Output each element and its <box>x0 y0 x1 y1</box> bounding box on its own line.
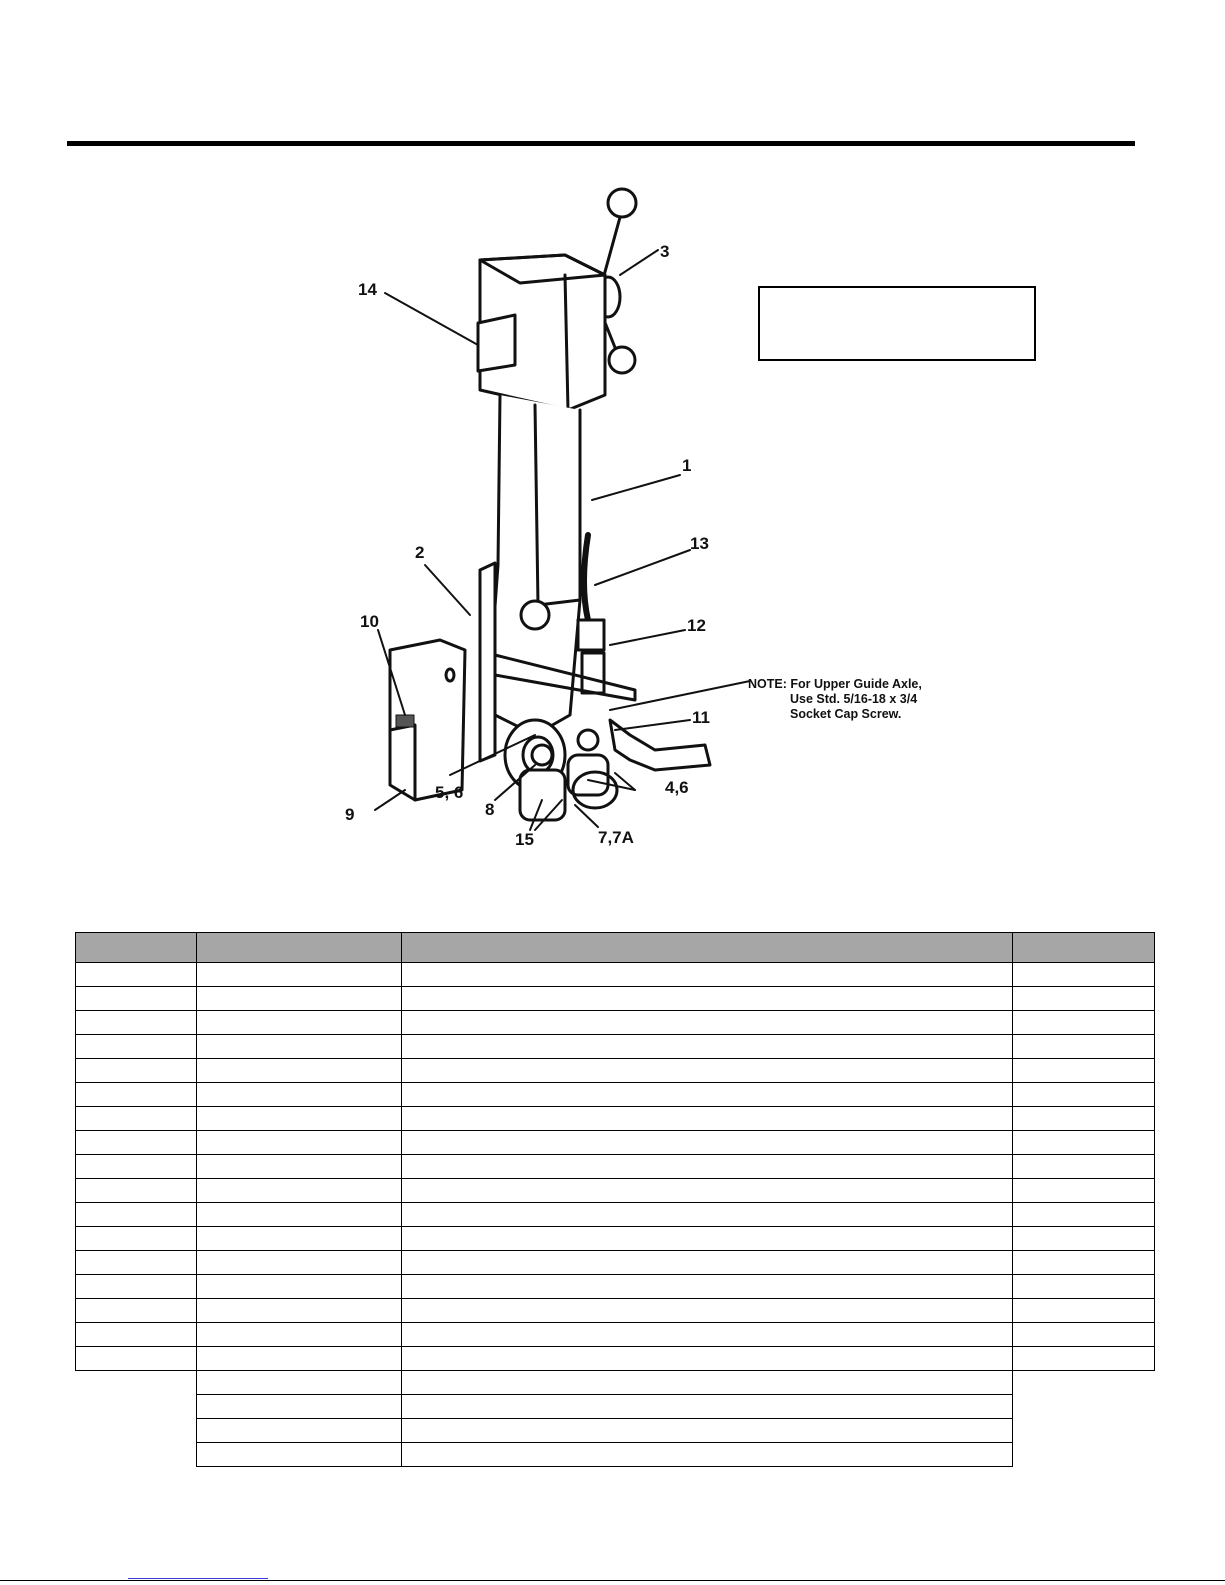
table-cell <box>402 1083 1013 1107</box>
table-cell <box>1013 1059 1155 1083</box>
guide-assembly-diagram <box>330 175 930 865</box>
leader-12 <box>610 630 685 645</box>
table-cell <box>76 1323 197 1347</box>
footer-rule <box>0 1580 1225 1581</box>
callout-9: 9 <box>345 805 355 824</box>
table-row <box>76 1347 1155 1371</box>
table-row <box>76 1083 1155 1107</box>
table-row <box>76 1011 1155 1035</box>
table-cell <box>402 1371 1013 1395</box>
table-cell <box>197 1107 402 1131</box>
table-cell <box>76 1107 197 1131</box>
table-cell <box>402 1059 1013 1083</box>
table-cell <box>76 1083 197 1107</box>
table-cell <box>402 1323 1013 1347</box>
table-row <box>76 987 1155 1011</box>
handle-knob-bottom <box>609 347 635 373</box>
table-cell <box>197 1131 402 1155</box>
insert-teeth <box>396 715 414 727</box>
table-cell <box>1013 1419 1155 1443</box>
header-cell <box>402 933 1013 963</box>
parts-table-body <box>76 963 1155 1467</box>
header-cell <box>76 933 197 963</box>
table-cell <box>76 1011 197 1035</box>
table-cell <box>76 1395 197 1419</box>
table-cell <box>1013 987 1155 1011</box>
note-line-1: NOTE: For Upper Guide Axle, <box>748 677 922 691</box>
header-cell <box>197 933 402 963</box>
table-cell <box>197 1227 402 1251</box>
callout-13: 13 <box>690 534 709 553</box>
table-cell <box>1013 1347 1155 1371</box>
table-cell <box>402 1443 1013 1467</box>
callout-10: 10 <box>360 612 379 631</box>
table-cell <box>402 987 1013 1011</box>
table-cell <box>1013 1251 1155 1275</box>
fitting-lower <box>582 653 604 693</box>
table-cell <box>402 1275 1013 1299</box>
table-cell <box>76 1227 197 1251</box>
table-cell <box>402 1035 1013 1059</box>
note-line-3: Socket Cap Screw. <box>790 707 902 721</box>
callout-5-6: 5, 6 <box>435 783 464 802</box>
table-row <box>76 1203 1155 1227</box>
roller-left <box>520 770 565 820</box>
table-cell <box>197 1251 402 1275</box>
leader-3 <box>620 250 658 275</box>
callout-3: 3 <box>660 242 670 261</box>
blank-label-box <box>758 286 1036 361</box>
table-row <box>76 1035 1155 1059</box>
table-cell <box>402 1299 1013 1323</box>
callout-15: 15 <box>515 830 534 849</box>
table-row <box>76 1179 1155 1203</box>
callout-1: 1 <box>682 456 692 475</box>
table-cell <box>76 1275 197 1299</box>
table-cell <box>1013 1227 1155 1251</box>
leader-1 <box>592 475 680 500</box>
callout-12: 12 <box>687 616 706 635</box>
coolant-nozzle <box>610 720 710 770</box>
table-cell <box>76 1179 197 1203</box>
callout-14: 14 <box>358 280 377 299</box>
table-cell <box>1013 1035 1155 1059</box>
top-rule <box>67 141 1135 146</box>
table-cell <box>402 1131 1013 1155</box>
handle-knob-top <box>608 189 636 217</box>
callout-11: 11 <box>692 708 710 727</box>
callout-2: 2 <box>415 543 425 562</box>
table-cell <box>197 987 402 1011</box>
axle-note <box>748 677 922 722</box>
table-cell <box>76 1035 197 1059</box>
table-cell <box>1013 1371 1155 1395</box>
table-cell <box>1013 1155 1155 1179</box>
table-cell <box>402 1107 1013 1131</box>
table-row <box>76 1419 1155 1443</box>
table-row <box>76 963 1155 987</box>
table-cell <box>1013 963 1155 987</box>
table-cell <box>1013 1107 1155 1131</box>
table-cell <box>402 1155 1013 1179</box>
table-cell <box>197 1203 402 1227</box>
table-cell <box>76 1059 197 1083</box>
table-cell <box>76 1131 197 1155</box>
table-cell <box>197 1059 402 1083</box>
table-cell <box>76 1251 197 1275</box>
wear-pad <box>478 315 515 371</box>
table-cell <box>402 1251 1013 1275</box>
table-cell <box>402 963 1013 987</box>
parts-table <box>75 932 1155 1467</box>
table-cell <box>197 1371 402 1395</box>
table-row <box>76 1395 1155 1419</box>
table-cell <box>197 1395 402 1419</box>
table-cell <box>197 1179 402 1203</box>
table-row <box>76 1443 1155 1467</box>
table-cell <box>197 1083 402 1107</box>
table-cell <box>197 1443 402 1467</box>
fitting-upper <box>578 620 604 650</box>
table-cell <box>197 1275 402 1299</box>
table-cell <box>76 1155 197 1179</box>
table-row <box>76 1107 1155 1131</box>
table-cell <box>197 1011 402 1035</box>
table-cell <box>197 1299 402 1323</box>
table-cell <box>76 963 197 987</box>
table-cell <box>402 1395 1013 1419</box>
table-cell <box>197 1347 402 1371</box>
parts-table-header <box>76 933 1155 963</box>
table-cell <box>76 1371 197 1395</box>
table-cell <box>1013 1179 1155 1203</box>
table-row <box>76 1299 1155 1323</box>
bolt-head <box>521 601 549 629</box>
table-cell <box>1013 1011 1155 1035</box>
leader-14 <box>385 293 478 345</box>
table-row <box>76 1227 1155 1251</box>
table-cell <box>1013 1299 1155 1323</box>
leader-2 <box>425 565 470 615</box>
side-plate <box>480 563 495 761</box>
table-cell <box>402 1203 1013 1227</box>
table-row <box>76 1251 1155 1275</box>
leader-note <box>610 681 750 710</box>
table-cell <box>402 1347 1013 1371</box>
table-cell <box>76 1299 197 1323</box>
table-row <box>76 1059 1155 1083</box>
note-line-2: Use Std. 5/16-18 x 3/4 <box>790 692 918 706</box>
table-cell <box>1013 1131 1155 1155</box>
footer-link-underline[interactable] <box>128 1578 268 1579</box>
table-cell <box>1013 1443 1155 1467</box>
table-cell <box>197 1155 402 1179</box>
table-cell <box>1013 1275 1155 1299</box>
table-cell <box>197 1323 402 1347</box>
table-row <box>76 1275 1155 1299</box>
callout-7-7a: 7,7A <box>598 828 634 847</box>
callout-8: 8 <box>485 800 495 819</box>
header-cell <box>1013 933 1155 963</box>
table-row <box>76 1131 1155 1155</box>
table-cell <box>1013 1203 1155 1227</box>
leader-9 <box>375 790 405 810</box>
table-cell <box>197 1035 402 1059</box>
table-cell <box>402 1179 1013 1203</box>
table-cell <box>76 1203 197 1227</box>
table-row <box>76 1323 1155 1347</box>
table-cell <box>76 1419 197 1443</box>
table-cell <box>402 1419 1013 1443</box>
table-cell <box>1013 1083 1155 1107</box>
leader-11 <box>615 720 690 730</box>
table-cell <box>197 963 402 987</box>
table-cell <box>402 1011 1013 1035</box>
table-cell <box>1013 1323 1155 1347</box>
callout-4-6: 4,6 <box>665 778 689 797</box>
leader-13 <box>595 550 690 585</box>
table-row <box>76 1155 1155 1179</box>
table-cell <box>76 1347 197 1371</box>
table-cell <box>1013 1395 1155 1419</box>
table-cell <box>197 1419 402 1443</box>
table-row <box>76 1371 1155 1395</box>
table-cell <box>402 1227 1013 1251</box>
table-cell <box>76 1443 197 1467</box>
table-cell <box>76 987 197 1011</box>
